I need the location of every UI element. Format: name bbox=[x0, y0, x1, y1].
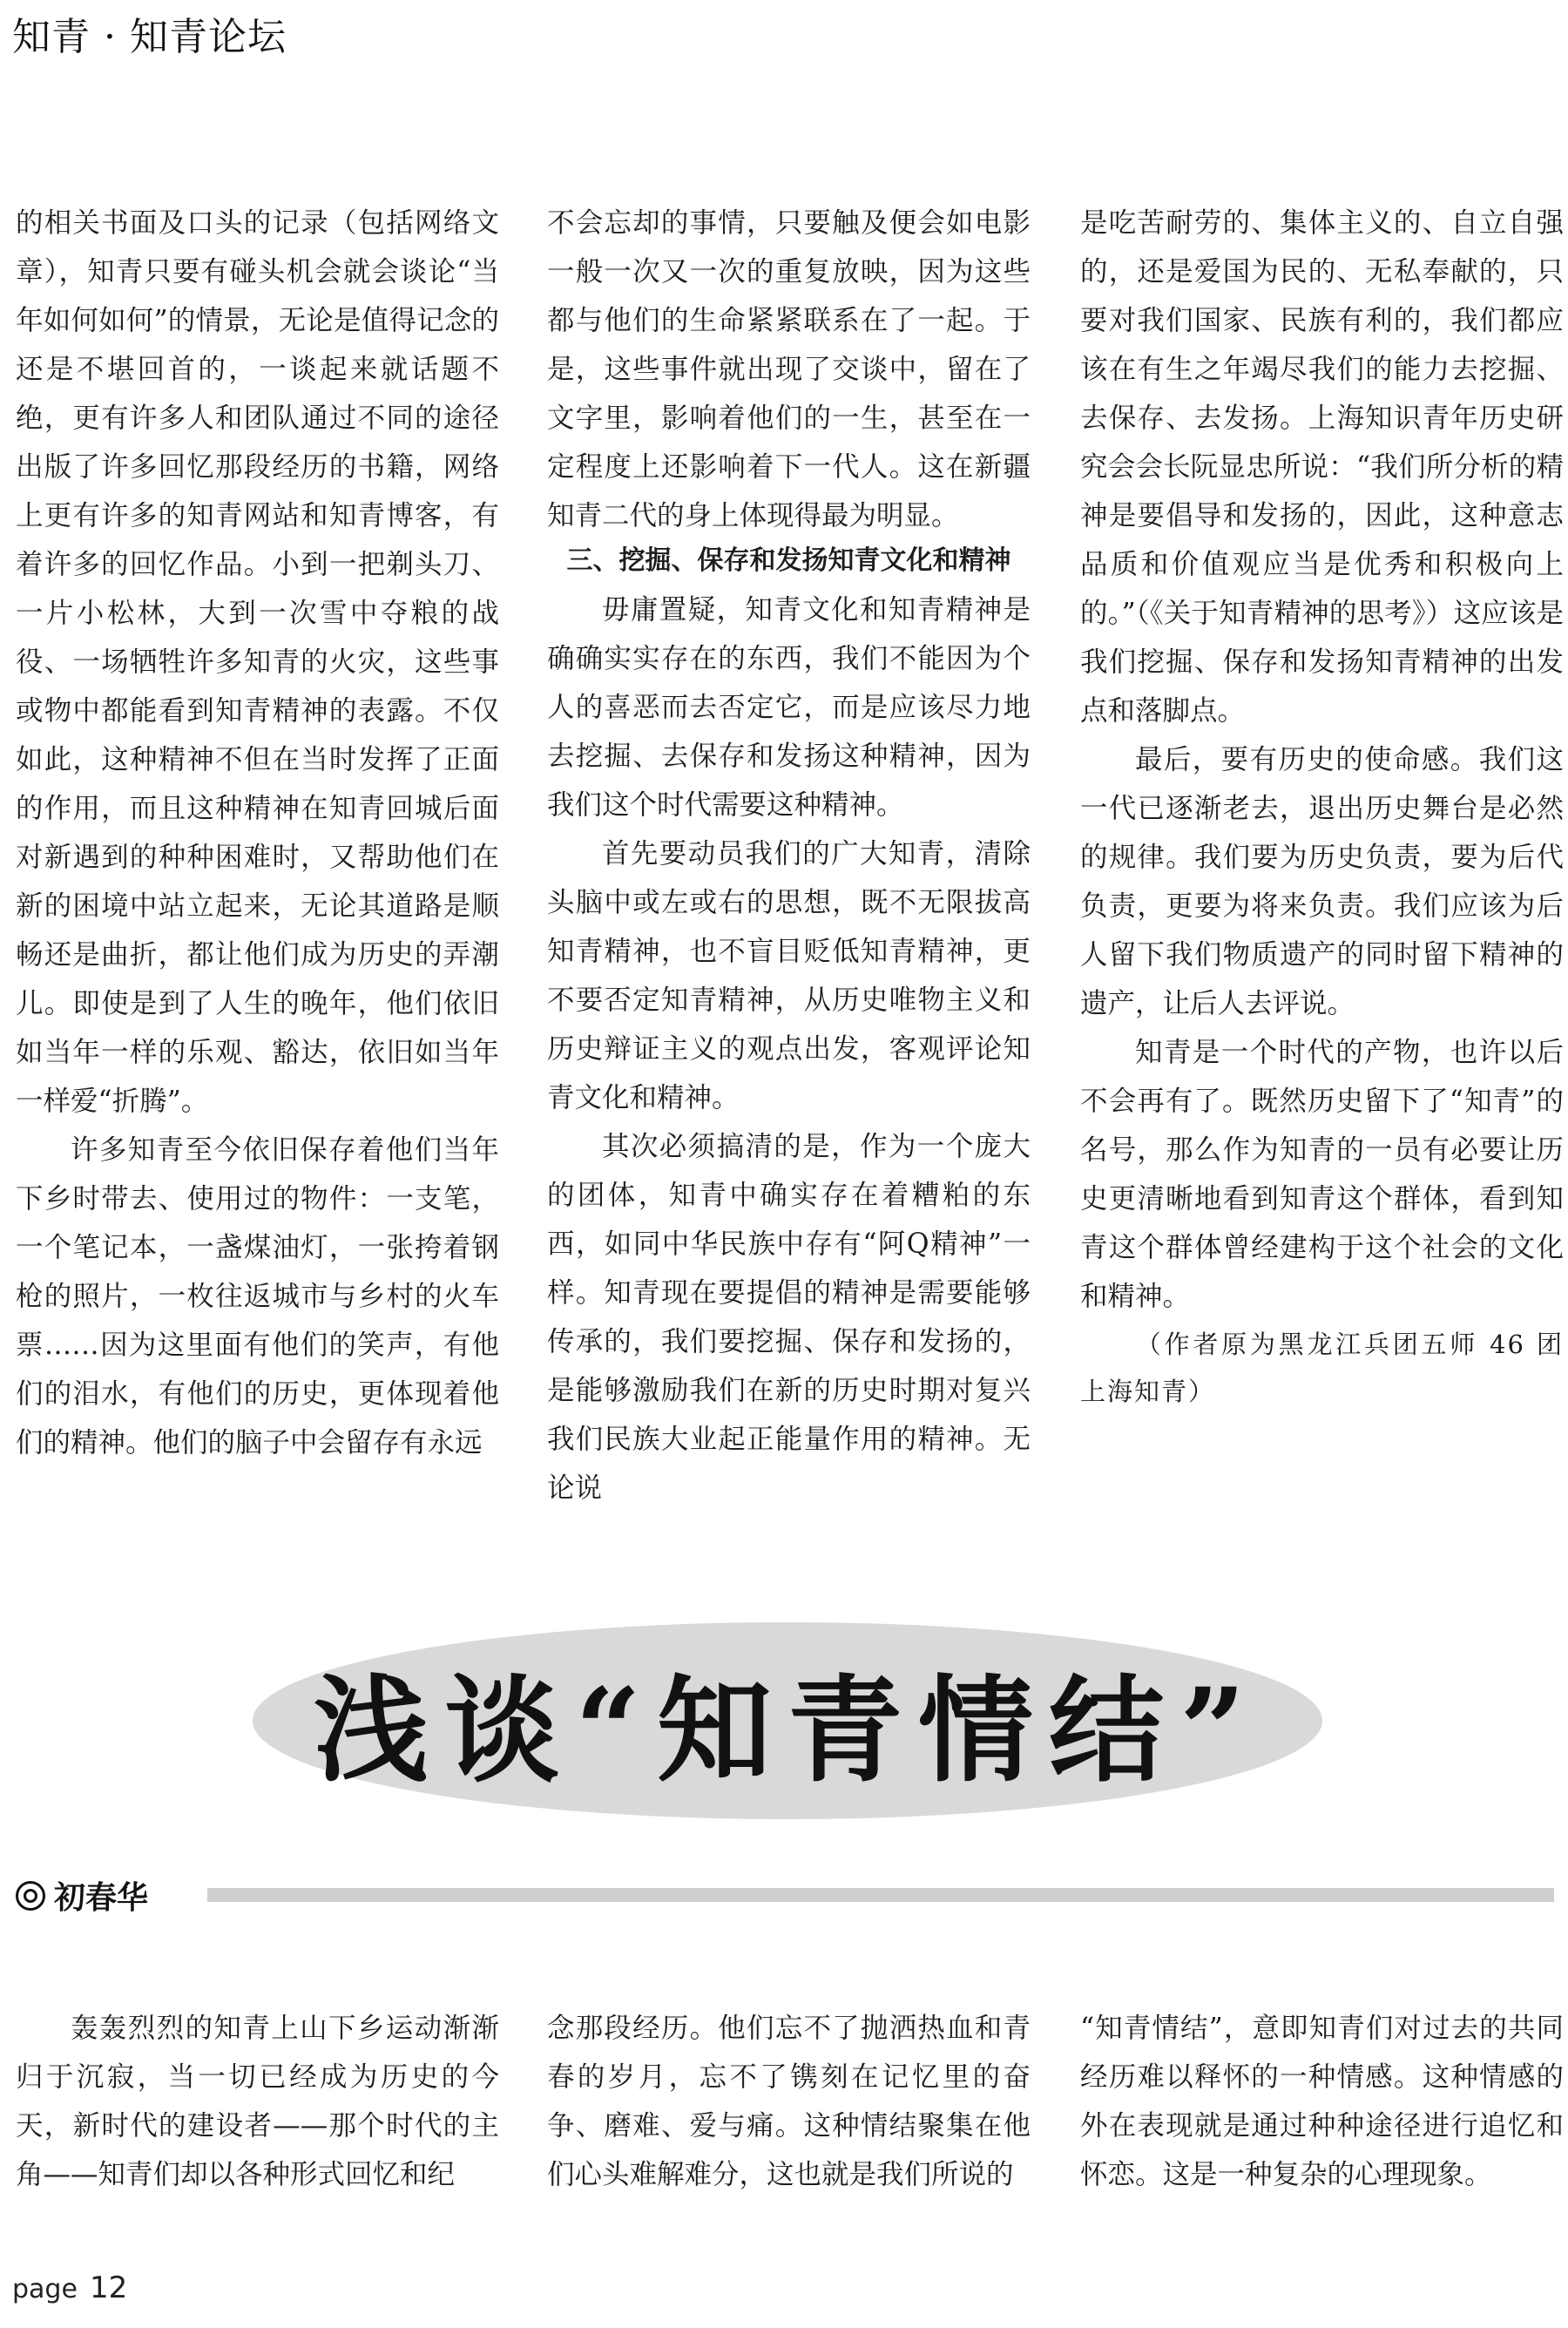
article2-column-1 bbox=[16, 2004, 499, 2199]
article1-column-2 bbox=[547, 199, 1031, 1513]
article1-col2-para: 毋庸置疑，知青文化和知青精神是确确实实存在的东西，我们不能因为个人的喜恶而去否定它，而是应该尽力地去挖掘、去保存和发扬这种精神，因为我们这个时代需要这种精神。 bbox=[547, 594, 1031, 821]
article1-col3-para: 知青是一个时代的产物，也许以后不会再有了。既然历史留下了“知青”的名号，那么作为知青的一员有必要让历史更清晰地看到知青这个群体，看到知青这个群体曾经建构于这个社会的文化和精神。 bbox=[1080, 1037, 1564, 1312]
author-name: 初春华 bbox=[54, 1880, 149, 1916]
author-line bbox=[16, 1873, 148, 1918]
article2-col3-para: “知青情结”，意即知青们对过去的共同经历难以释怀的一种情感。这种情感的外在表现就是通过种种途径进行追忆和怀恋。这是一种复杂的心理现象。 bbox=[1080, 2013, 1564, 2190]
article1-col3-para: 是吃苦耐劳的、集体主义的、自立自强的，还是爱国为民的、无私奉献的，只要对我们国家、民族有利的，我们都应该在有生之年竭尽我们的能力去挖掘、去保存、去发扬。上海知识青年历史研究会会长阮显忠所说：“我们所分析的精神是要倡导和发扬的，因此，这种意志品质和价值观应当是优秀和积极向上的。”（《关于知青精神的思考》）这应该是我们挖掘、保存和发扬知青精神的出发点和落脚点。 bbox=[1080, 207, 1564, 727]
page-label: page bbox=[12, 2274, 78, 2304]
author-byline: （作者原为黑龙江兵团五师 46 团上海知青） bbox=[1080, 1330, 1564, 1406]
article1-col2-para: 首先要动员我们的广大知青，清除头脑中或左或右的思想，既不无限拔高知青精神，也不盲目贬低知青精神，更不要否定知青精神，从历史唯物主义和历史辩证主义的观点出发，客观评论知青文化和精神。 bbox=[547, 838, 1031, 1113]
article2-column-2 bbox=[547, 2004, 1031, 2199]
article1-col2-intro: 不会忘却的事情，只要触及便会如电影一般一次又一次的重复放映，因为这些都与他们的生命紧紧联系在了一起。于是，这些事件就出现了交谈中，留在了文字里，影响着他们的一生，甚至在一定程度上还影响着下一代人。这在新疆知青二代的身上体现得最为明显。 bbox=[547, 207, 1031, 531]
article1-col1-para: 的相关书面及口头的记录（包括网络文章），知青只要有碰头机会就会谈论“当年如何如何”的情景，无论是值得记念的还是不堪回首的，一谈起来就话题不绝，更有许多人和团队通过不同的途径出版了许多回忆那段经历的书籍，网络上更有许多的知青网站和知青博客，有着许多的回忆作品。小到一把剃头刀、一片小松林，大到一次雪中夺粮的战役、一场牺牲许多知青的火灾，这些事或物中都能看到知青精神的表露。不仅如此，这种精神不但在当时发挥了正面的作用，而且这种精神在知青回城后面对新遇到的种种困难时，又帮助他们在新的困境中站立起来，无论其道路是顺畅还是曲折，都让他们成为历史的弄潮儿。即使是到了人生的晚年，他们依旧如当年一样的乐观、豁达，依旧如当年一样爱“折腾”。 bbox=[16, 207, 499, 1117]
article-title: 浅谈“知青情结” bbox=[314, 1663, 1261, 1798]
article1-column-1 bbox=[16, 199, 499, 1467]
article2-column-3 bbox=[1080, 2004, 1564, 2199]
double-circle-icon bbox=[16, 1881, 45, 1911]
section-header: 知青 · 知青论坛 bbox=[12, 15, 287, 59]
author-divider bbox=[207, 1888, 1554, 1902]
article1-col3-para: 最后，要有历史的使命感。我们这一代已逐渐老去，退出历史舞台是必然的规律。我们要为历史负责，要为后代负责，更要为将来负责。我们应该为后人留下我们物质遗产的同时留下精神的遗产，让后人去评说。 bbox=[1080, 744, 1564, 1019]
article2-col1-para: 轰轰烈烈的知青上山下乡运动渐渐归于沉寂，当一切已经成为历史的今天，新时代的建设者——那个时代的主角——知青们却以各种形式回忆和纪 bbox=[16, 2013, 499, 2190]
article1-col2-para: 其次必须搞清的是，作为一个庞大的团体，知青中确实存在着糟粕的东西，如同中华民族中存有“阿Q精神”一样。知青现在要提倡的精神是需要能够传承的，我们要挖掘、保存和发扬的，是能够激励我们在新的历史时期对复兴我们民族大业起正能量作用的精神。无论说 bbox=[547, 1131, 1031, 1504]
section-heading: 三、挖掘、保存和发扬知青文化和精神 bbox=[566, 545, 1011, 576]
article1-column-3 bbox=[1080, 199, 1564, 1415]
page-footer bbox=[12, 2270, 127, 2305]
article1-col1-para: 许多知青至今依旧保存着他们当年下乡时带去、使用过的物件：一支笔，一个笔记本，一盏煤油灯，一张挎着钢枪的照片，一枚往返城市与乡村的火车票……因为这里面有他们的笑声，有他们的泪水，有他们的历史，更体现着他们的精神。他们的脑子中会留存有永远 bbox=[16, 1134, 499, 1458]
page-number: 12 bbox=[89, 2270, 128, 2305]
article2-col2-para: 念那段经历。他们忘不了抛洒热血和青春的岁月，忘不了镌刻在记忆里的奋争、磨难、爱与痛。这种情结聚集在他们心头难解难分，这也就是我们所说的 bbox=[547, 2013, 1031, 2190]
